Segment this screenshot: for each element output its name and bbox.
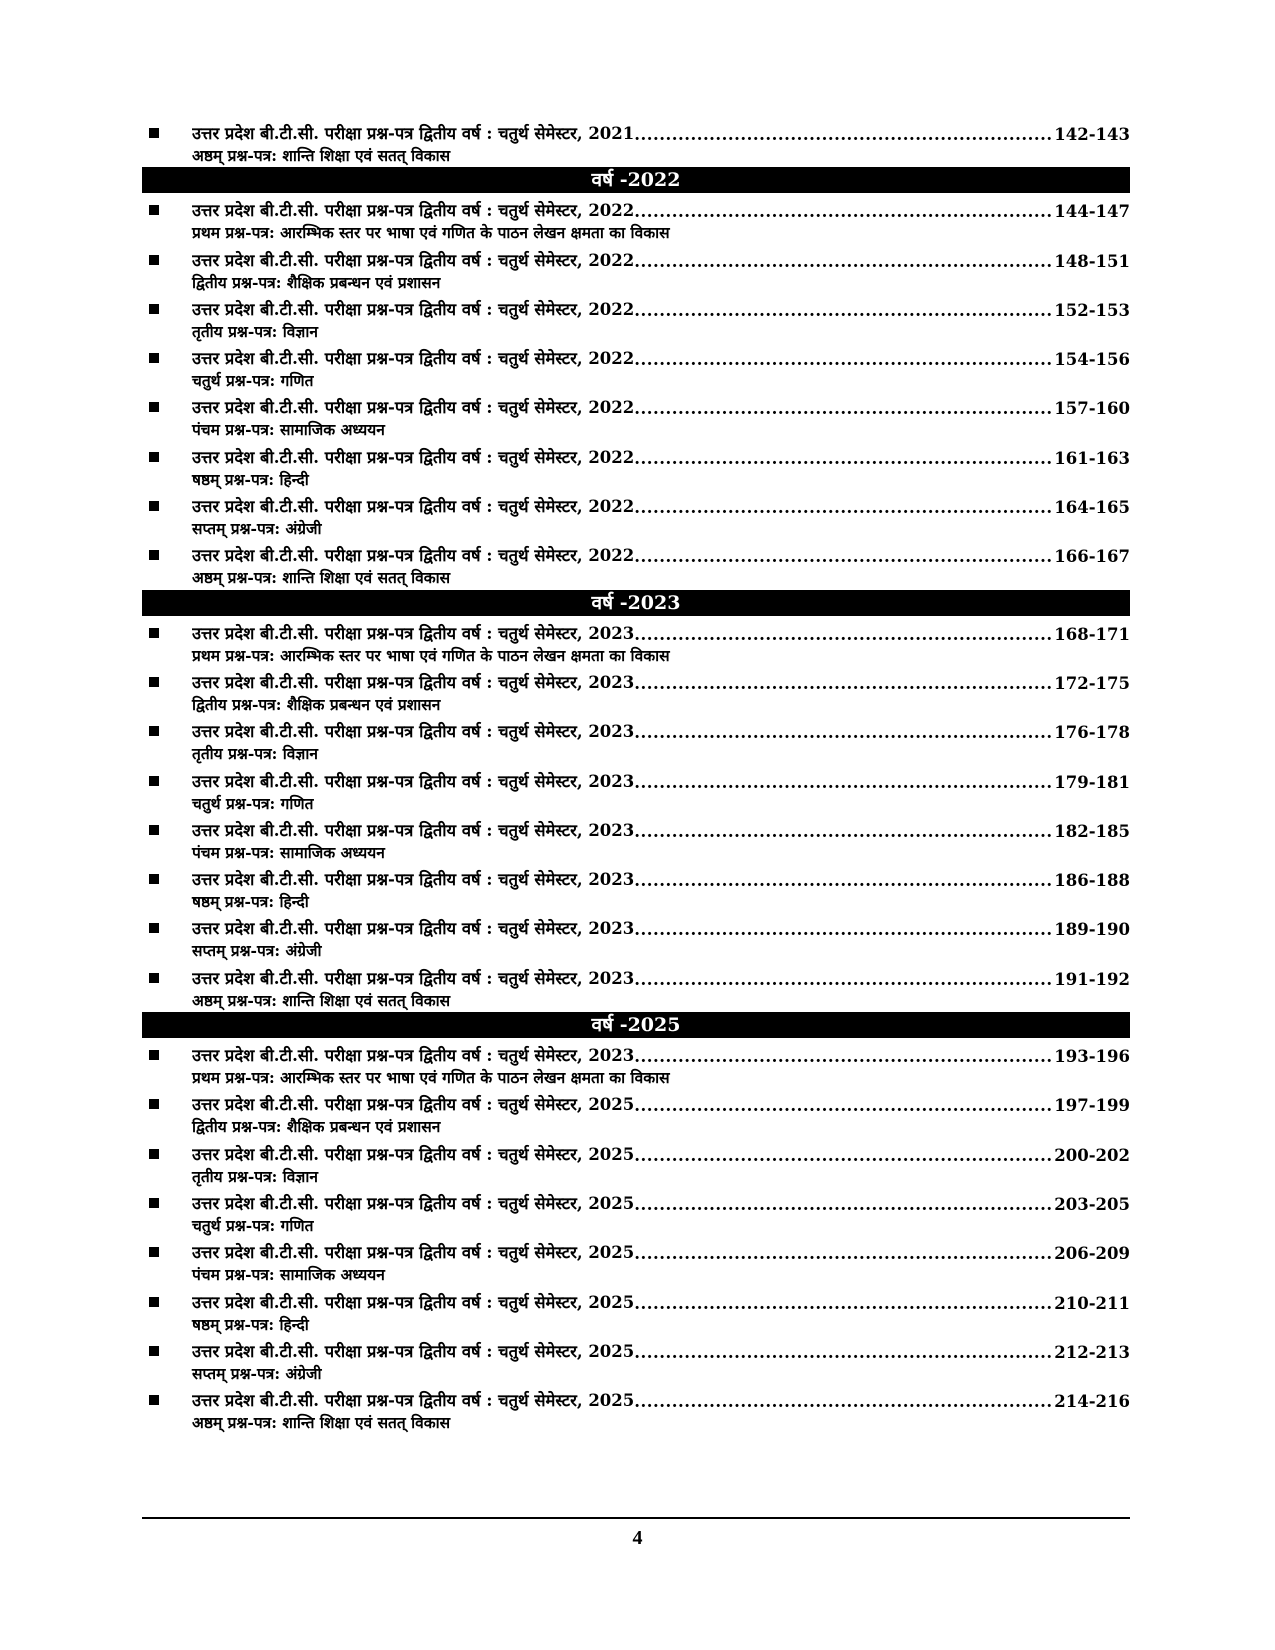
toc-entry-title: उत्तर प्रदेश बी.टी.सी. परीक्षा प्रश्न-पत्र द्वितीय वर्ष : चतुर्थ सेमेस्टर, 2023 (192, 771, 635, 791)
toc-entry-title: उत्तर प्रदेश बी.टी.सी. परीक्षा प्रश्न-पत्र द्वितीय वर्ष : चतुर्थ सेमेस्टर, 2022 (192, 250, 635, 270)
toc-entry-pages: 148-151 (1054, 251, 1130, 271)
toc-entry (142, 442, 1130, 491)
toc-entry (142, 294, 1130, 343)
dot-leader (634, 399, 1054, 418)
toc-entry (142, 118, 1130, 167)
toc-entry-title: उत्तर प्रदेश बी.टी.सी. परीक्षा प्रश्न-पत्र द्वितीय वर्ष : चतुर्थ सेमेस्टर, 2023 (192, 870, 635, 890)
toc-entry-title: उत्तर प्रदेश बी.टी.सी. परीक्षा प्रश्न-पत्र द्वितीय वर्ष : चतुर्थ सेमेस्टर, 2023 (192, 820, 635, 840)
square-bullet-icon (149, 128, 159, 138)
toc-entry-subtitle: चतुर्थ प्रश्न-पत्र: गणित (192, 793, 314, 813)
square-bullet-icon (149, 825, 159, 835)
toc-entry-subtitle: चतुर्थ प्रश्न-पत्र: गणित (192, 1215, 314, 1235)
toc-entry-line (192, 914, 1130, 939)
toc-entry-subtitle: पंचम प्रश्न-पत्र: सामाजिक अध्ययन (192, 1265, 385, 1285)
toc-entry-line (192, 295, 1130, 320)
toc-entry-title: उत्तर प्रदेश बी.टी.सी. परीक्षा प्रश्न-पत्र द्वितीय वर्ष : चतुर्थ सेमेस्टर, 2023 (192, 722, 635, 742)
toc-entry-subtitle: षष्ठम् प्रश्न-पत्र: हिन्दी (192, 1314, 309, 1334)
dot-leader (634, 674, 1054, 693)
toc-entry (142, 491, 1130, 540)
toc-entry-line (192, 865, 1130, 890)
toc-entry-title: उत्तर प्रदेश बी.टी.सी. परीक्षा प्रश्न-पत्र द्वितीय वर्ष : चतुर्थ सेमेस्टर, 2023 (192, 623, 635, 643)
toc-entry-line (192, 717, 1130, 742)
square-bullet-icon (149, 501, 159, 511)
dot-leader (634, 1392, 1054, 1411)
toc-entry-line (192, 767, 1130, 792)
toc-entry-subtitle: द्वितीय प्रश्न-पत्र: शैक्षिक प्रबन्धन एवं प्रशासन (192, 272, 441, 292)
toc-entry-title: उत्तर प्रदेश बी.टी.सी. परीक्षा प्रश्न-पत्र द्वितीय वर्ष : चतुर्थ सेमेस्टर, 2023 (192, 672, 635, 692)
dot-leader (634, 871, 1054, 890)
year-heading: वर्ष -2023 (142, 590, 1130, 616)
toc-entry-subtitle: षष्ठम् प्रश्न-पत्र: हिन्दी (192, 892, 309, 912)
square-bullet-icon (149, 1050, 159, 1060)
dot-leader (634, 547, 1054, 566)
toc-entry-pages: 212-213 (1054, 1342, 1130, 1362)
table-of-contents (142, 118, 1130, 1434)
toc-entry-pages: 157-160 (1054, 399, 1130, 419)
dot-leader (634, 125, 1054, 144)
square-bullet-icon (149, 1346, 159, 1356)
toc-entry-title: उत्तर प्रदेश बी.टी.सी. परीक्षा प्रश्न-पत्र द्वितीय वर्ष : चतुर्थ सेमेस्टर, 2025 (192, 1144, 635, 1164)
toc-entry-title: उत्तर प्रदेश बी.टी.सी. परीक्षा प्रश्न-पत्र द्वितीय वर्ष : चतुर्थ सेमेस्टर, 2022 (192, 201, 635, 221)
dot-leader (634, 822, 1054, 841)
toc-entry-line (192, 1090, 1130, 1115)
toc-entry-title: उत्तर प्रदेश बी.टी.सी. परीक्षा प्रश्न-पत्र द्वितीय वर्ष : चतुर्थ सेमेस्टर, 2021 (192, 124, 635, 143)
square-bullet-icon (149, 1395, 159, 1405)
toc-entry-title: उत्तर प्रदेश बी.टी.सी. परीक्षा प्रश्न-पत्र द्वितीय वर्ष : चतुर्थ सेमेस्टर, 2025 (192, 1292, 635, 1312)
square-bullet-icon (149, 726, 159, 736)
square-bullet-icon (149, 205, 159, 215)
toc-entry-line (192, 119, 1130, 144)
toc-entry-subtitle: अष्ठम् प्रश्न-पत्र: शान्ति शिक्षा एवं सतत् विकास (192, 990, 451, 1010)
square-bullet-icon (149, 874, 159, 884)
toc-entry-title: उत्तर प्रदेश बी.टी.सी. परीक्षा प्रश्न-पत्र द्वितीय वर्ष : चतुर्थ सेमेस्टर, 2023 (192, 1046, 635, 1066)
dot-leader (634, 301, 1054, 320)
toc-entry (142, 540, 1130, 589)
toc-entry (142, 716, 1130, 765)
square-bullet-icon (149, 402, 159, 412)
toc-entry-subtitle: पंचम प्रश्न-पत्र: सामाजिक अध्ययन (192, 420, 385, 440)
toc-entry-subtitle: तृतीय प्रश्न-पत्र: विज्ञान (192, 321, 318, 341)
toc-entry-subtitle: पंचम प्रश्न-पत्र: सामाजिक अध्ययन (192, 842, 385, 862)
toc-entry (142, 815, 1130, 864)
toc-entry-line (192, 196, 1130, 221)
footer-rule (142, 1517, 1130, 1519)
toc-entry-title: उत्तर प्रदेश बी.टी.सी. परीक्षा प्रश्न-पत्र द्वितीय वर्ष : चतुर्थ सेमेस्टर, 2025 (192, 1243, 635, 1263)
year-heading: वर्ष -2025 (142, 1012, 1130, 1038)
toc-entry-title: उत्तर प्रदेश बी.टी.सी. परीक्षा प्रश्न-पत्र द्वितीय वर्ष : चतुर्थ सेमेस्टर, 2022 (192, 349, 635, 369)
square-bullet-icon (149, 1297, 159, 1307)
toc-entry (142, 913, 1130, 962)
square-bullet-icon (149, 1198, 159, 1208)
toc-entry-title: उत्तर प्रदेश बी.टी.सी. परीक्षा प्रश्न-पत्र द्वितीय वर्ष : चतुर्थ सेमेस्टर, 2022 (192, 299, 635, 319)
page-number: 4 (632, 1527, 643, 1549)
dot-leader (634, 773, 1054, 792)
toc-entry-line (192, 1386, 1130, 1411)
dot-leader (634, 252, 1054, 271)
dot-leader (634, 1096, 1054, 1115)
toc-entry-line (192, 1140, 1130, 1165)
toc-entry-line (192, 816, 1130, 841)
toc-entry-subtitle: अष्ठम् प्रश्न-पत्र: शान्ति शिक्षा एवं सतत् विकास (192, 1413, 451, 1433)
toc-entry (142, 392, 1130, 441)
toc-entry-line (192, 964, 1130, 989)
toc-entry (142, 1287, 1130, 1336)
toc-entry (142, 245, 1130, 294)
toc-entry-subtitle: षष्ठम् प्रश्न-पत्र: हिन्दी (192, 469, 309, 489)
toc-entry-subtitle: प्रथम प्रश्न-पत्र: आरम्भिक स्तर पर भाषा एवं गणित के पाठन लेखन क्षमता का विकास (192, 1068, 670, 1088)
toc-entry (142, 1237, 1130, 1286)
toc-entry-subtitle: द्वितीय प्रश्न-पत्र: शैक्षिक प्रबन्धन एवं प्रशासन (192, 1117, 441, 1137)
toc-entry-title: उत्तर प्रदेश बी.टी.सी. परीक्षा प्रश्न-पत्र द्वितीय वर्ष : चतुर्थ सेमेस्टर, 2025 (192, 1193, 635, 1213)
toc-entry (142, 963, 1130, 1012)
toc-entry (142, 667, 1130, 716)
toc-entry-subtitle: तृतीय प्रश्न-पत्र: विज्ञान (192, 1166, 318, 1186)
toc-entry-title: उत्तर प्रदेश बी.टी.सी. परीक्षा प्रश्न-पत्र द्वितीय वर्ष : चतुर्थ सेमेस्टर, 2025 (192, 1391, 635, 1411)
square-bullet-icon (149, 628, 159, 638)
toc-entry-pages: 161-163 (1054, 448, 1130, 468)
dot-leader (634, 1047, 1054, 1066)
square-bullet-icon (149, 677, 159, 687)
toc-entry-subtitle: अष्ठम् प्रश्न-पत्र: शान्ति शिक्षा एवं सतत् विकास (192, 146, 451, 165)
year-heading: वर्ष -2022 (142, 167, 1130, 193)
square-bullet-icon (149, 1099, 159, 1109)
dot-leader (634, 920, 1054, 939)
square-bullet-icon (149, 1247, 159, 1257)
square-bullet-icon (149, 550, 159, 560)
toc-entry-line (192, 443, 1130, 468)
toc-entry (142, 1385, 1130, 1434)
dot-leader (634, 625, 1054, 644)
square-bullet-icon (149, 973, 159, 983)
toc-entry-line (192, 246, 1130, 271)
toc-entry (142, 343, 1130, 392)
dot-leader (634, 1343, 1054, 1362)
dot-leader (634, 498, 1054, 517)
toc-entry-pages: 166-167 (1054, 547, 1130, 567)
dot-leader (634, 1294, 1054, 1313)
toc-entry-subtitle: सप्तम् प्रश्न-पत्र: अंग्रेजी (192, 941, 322, 961)
dot-leader (634, 202, 1054, 221)
toc-entry-pages: 189-190 (1054, 920, 1130, 940)
toc-entry-subtitle: प्रथम प्रश्न-पत्र: आरम्भिक स्तर पर भाषा एवं गणित के पाठन लेखन क्षमता का विकास (192, 223, 670, 243)
toc-entry-title: उत्तर प्रदेश बी.टी.सी. परीक्षा प्रश्न-पत्र द्वितीय वर्ष : चतुर्थ सेमेस्टर, 2025 (192, 1095, 635, 1115)
toc-entry-subtitle: प्रथम प्रश्न-पत्र: आरम्भिक स्तर पर भाषा एवं गणित के पाठन लेखन क्षमता का विकास (192, 645, 670, 665)
toc-entry-subtitle: सप्तम् प्रश्न-पत्र: अंग्रेजी (192, 519, 322, 539)
toc-entry-pages: 203-205 (1054, 1194, 1130, 1214)
toc-entry-line (192, 1288, 1130, 1313)
toc-entry-pages: 168-171 (1054, 624, 1130, 644)
toc-entry-pages: 214-216 (1054, 1392, 1130, 1412)
toc-entry-pages: 142-143 (1054, 125, 1130, 144)
toc-entry-title: उत्तर प्रदेश बी.टी.सी. परीक्षा प्रश्न-पत्र द्वितीय वर्ष : चतुर्थ सेमेस्टर, 2022 (192, 398, 635, 418)
toc-entry (142, 1336, 1130, 1385)
toc-entry (142, 618, 1130, 667)
toc-entry (142, 766, 1130, 815)
toc-entry-title: उत्तर प्रदेश बी.टी.सी. परीक्षा प्रश्न-पत्र द्वितीय वर्ष : चतुर्थ सेमेस्टर, 2022 (192, 546, 635, 566)
square-bullet-icon (149, 255, 159, 265)
toc-entry-pages: 152-153 (1054, 300, 1130, 320)
dot-leader (634, 1146, 1054, 1165)
square-bullet-icon (149, 776, 159, 786)
dot-leader (634, 723, 1054, 742)
toc-entry-pages: 164-165 (1054, 498, 1130, 518)
toc-entry-title: उत्तर प्रदेश बी.टी.सी. परीक्षा प्रश्न-पत्र द्वितीय वर्ष : चतुर्थ सेमेस्टर, 2022 (192, 497, 635, 517)
toc-entry (142, 195, 1130, 244)
toc-entry-title: उत्तर प्रदेश बी.टी.सी. परीक्षा प्रश्न-पत्र द्वितीय वर्ष : चतुर्थ सेमेस्टर, 2025 (192, 1341, 635, 1361)
toc-entry (142, 864, 1130, 913)
toc-entry-pages: 200-202 (1054, 1145, 1130, 1165)
toc-entry-pages: 197-199 (1054, 1096, 1130, 1116)
toc-entry-pages: 206-209 (1054, 1244, 1130, 1264)
toc-entry (142, 1139, 1130, 1188)
toc-entry-line (192, 541, 1130, 566)
toc-entry-pages: 154-156 (1054, 350, 1130, 370)
toc-entry-line (192, 1041, 1130, 1066)
dot-leader (634, 449, 1054, 468)
square-bullet-icon (149, 353, 159, 363)
toc-entry-subtitle: द्वितीय प्रश्न-पत्र: शैक्षिक प्रबन्धन एवं प्रशासन (192, 694, 441, 714)
toc-entry-pages: 191-192 (1054, 969, 1130, 989)
toc-entry-pages: 176-178 (1054, 723, 1130, 743)
toc-entry-pages: 193-196 (1054, 1047, 1130, 1067)
toc-entry-line (192, 668, 1130, 693)
toc-entry-title: उत्तर प्रदेश बी.टी.सी. परीक्षा प्रश्न-पत्र द्वितीय वर्ष : चतुर्थ सेमेस्टर, 2023 (192, 968, 635, 988)
toc-entry-subtitle: अष्ठम् प्रश्न-पत्र: शान्ति शिक्षा एवं सतत् विकास (192, 568, 451, 588)
dot-leader (634, 1195, 1054, 1214)
toc-entry-pages: 210-211 (1054, 1293, 1130, 1313)
dot-leader (634, 1244, 1054, 1263)
toc-entry (142, 1089, 1130, 1138)
toc-entry-pages: 144-147 (1054, 202, 1130, 222)
toc-entry-title: उत्तर प्रदेश बी.टी.सी. परीक्षा प्रश्न-पत्र द्वितीय वर्ष : चतुर्थ सेमेस्टर, 2022 (192, 447, 635, 467)
square-bullet-icon (149, 1149, 159, 1159)
toc-entry-line (192, 619, 1130, 644)
square-bullet-icon (149, 452, 159, 462)
dot-leader (634, 970, 1054, 989)
dot-leader (634, 350, 1054, 369)
toc-entry-subtitle: चतुर्थ प्रश्न-पत्र: गणित (192, 371, 314, 391)
toc-entry-pages: 172-175 (1054, 673, 1130, 693)
toc-entry-pages: 182-185 (1054, 821, 1130, 841)
toc-entry-line (192, 393, 1130, 418)
toc-entry-title: उत्तर प्रदेश बी.टी.सी. परीक्षा प्रश्न-पत्र द्वितीय वर्ष : चतुर्थ सेमेस्टर, 2023 (192, 919, 635, 939)
toc-entry-line (192, 1337, 1130, 1362)
toc-entry-line (192, 344, 1130, 369)
toc-entry-line (192, 492, 1130, 517)
toc-entry-pages: 179-181 (1054, 772, 1130, 792)
toc-entry-subtitle: तृतीय प्रश्न-पत्र: विज्ञान (192, 744, 318, 764)
square-bullet-icon (149, 923, 159, 933)
toc-entry (142, 1040, 1130, 1089)
square-bullet-icon (149, 304, 159, 314)
toc-entry (142, 1188, 1130, 1237)
toc-entry-subtitle: सप्तम् प्रश्न-पत्र: अंग्रेजी (192, 1363, 322, 1383)
toc-entry-line (192, 1238, 1130, 1263)
toc-entry-pages: 186-188 (1054, 871, 1130, 891)
toc-entry-line (192, 1189, 1130, 1214)
